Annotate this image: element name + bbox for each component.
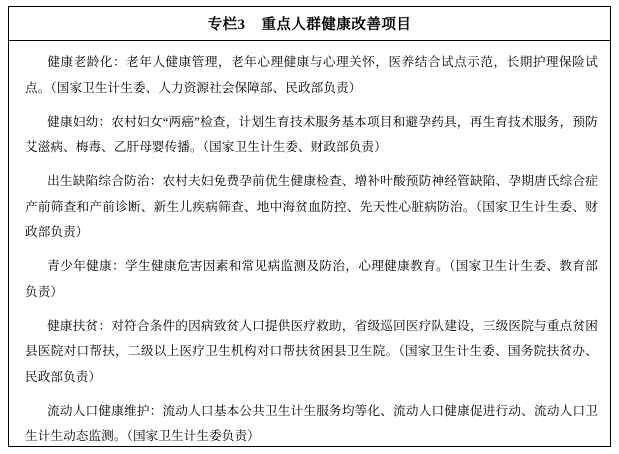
- list-item-text: 学生健康危害因素和常见病监测及防治，心理健康教育。（国家卫生计生委、教育部负责）: [25, 259, 598, 299]
- list-item-text: 农村妇女“两癌”检查，计划生育技术服务基本项目和避孕药具，再生育技术服务，预防艾滋病、梅毒、乙肝母婴传播。（国家卫生计生委、财政部负责）: [25, 114, 598, 154]
- list-item-label: 流动人口健康维护：: [47, 403, 163, 418]
- list-item: [25, 254, 598, 305]
- list-item: [25, 50, 598, 101]
- list-item-text: 农村夫妇免费孕前优生健康检查、增补叶酸预防神经管缺陷、孕期唐氏综合症产前筛查和产前诊断、新生儿疾病筛查、地中海贫血防控、先天性心脏病防治。（国家卫生计生委、财政部负责）: [25, 174, 598, 239]
- box-title: [208, 13, 412, 34]
- list-item: [25, 169, 598, 246]
- box-body: [9, 41, 610, 450]
- list-item-label: 健康老龄化：: [47, 55, 127, 69]
- list-item: [25, 399, 598, 450]
- box-title-label: 专栏3: [207, 17, 246, 33]
- list-item: [25, 314, 598, 391]
- list-item-label: 青少年健康：: [47, 259, 126, 273]
- feature-box: [8, 6, 611, 447]
- list-item-label: 出生缺陷综合防治：: [47, 174, 163, 188]
- list-item-label: 健康扶贫：: [47, 318, 112, 333]
- list-item-text: 流动人口基本公共卫生计生服务均等化、流动人口健康促进行动、流动人口卫生计生动态监测。（国家卫生计生委负责）: [25, 403, 598, 443]
- box-title-row: [9, 7, 610, 41]
- list-item-text: 老年人健康管理，老年心理健康与心理关怀，医养结合试点示范，长期护理保险试点。（国家卫生计生委、人力资源社会保障部、民政部负责）: [25, 55, 598, 95]
- list-item-label: 健康妇幼：: [47, 114, 112, 129]
- list-item-text: 对符合条件的因病致贫人口提供医疗救助，省级巡回医疗队建设，三级医院与重点贫困县医院对口帮扶，二级以上医疗卫生机构对口帮扶贫困县卫生院。（国家卫生计生委、国务院扶贫办、民政部负责）: [25, 318, 599, 384]
- list-item: [25, 110, 598, 161]
- box-title-heading: 重点人群健康改善项目: [261, 17, 412, 33]
